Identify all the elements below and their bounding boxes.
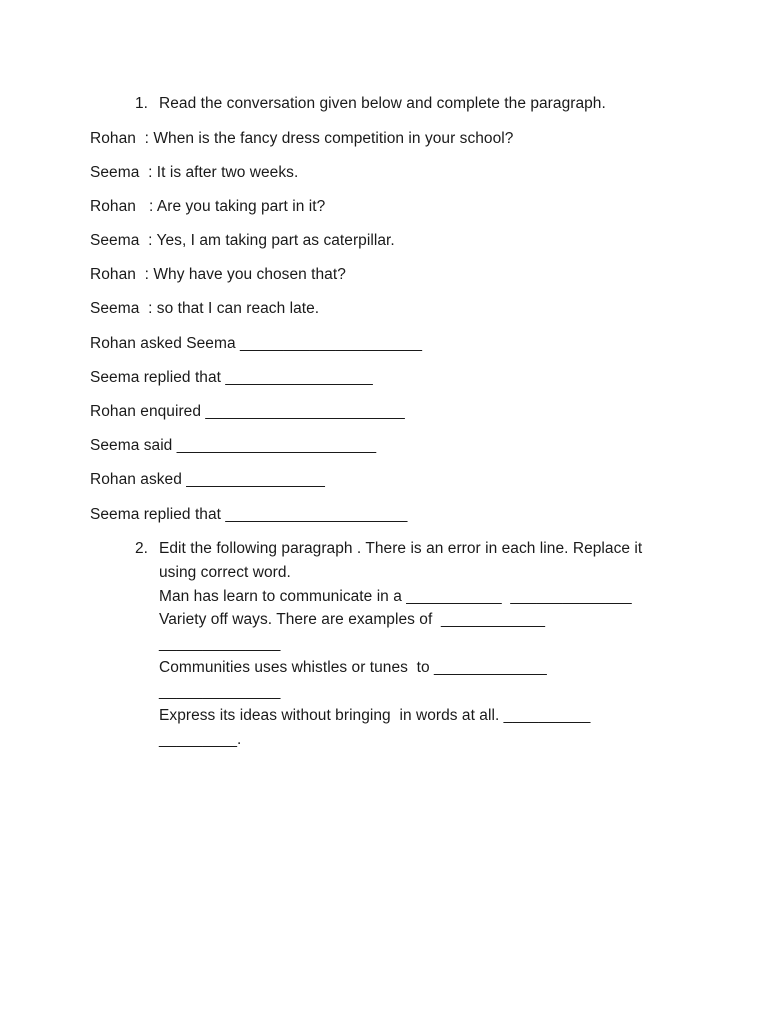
- dialogue-line: Seema : It is after two weeks.: [90, 164, 299, 181]
- edit-line-blank: ______________: [159, 683, 281, 700]
- question-1-number: 1.: [135, 95, 148, 112]
- dialogue-line: Rohan : Why have you chosen that?: [90, 266, 346, 283]
- fill-in-line: Rohan asked ________________: [90, 471, 325, 488]
- fill-in-line: Rohan asked Seema _____________________: [90, 335, 423, 352]
- dialogue-line: Seema : Yes, I am taking part as caterpillar.: [90, 232, 395, 249]
- dialogue-line: Seema : so that I can reach late.: [90, 300, 320, 317]
- dialogue-line: Rohan : When is the fancy dress competition in your school?: [90, 130, 514, 147]
- fill-in-line: Seema replied that _____________________: [90, 506, 408, 523]
- edit-line: Variety off ways. There are examples of ____________: [159, 611, 546, 628]
- edit-line-blank: ______________: [159, 635, 281, 652]
- fill-in-line: Seema replied that _________________: [90, 369, 373, 386]
- edit-line: Express its ideas without bringing in words at all. __________: [159, 707, 591, 724]
- edit-line: Man has learn to communicate in a ___________ ______________: [159, 588, 632, 605]
- edit-line: Communities uses whistles or tunes to _____________: [159, 659, 547, 676]
- question-1-instruction: Read the conversation given below and complete the paragraph.: [159, 95, 606, 112]
- question-2-instruction: Edit the following paragraph . There is an error in each line. Replace it: [159, 540, 643, 557]
- question-2-instruction-continued: using correct word.: [159, 564, 291, 581]
- question-2-number: 2.: [135, 540, 148, 557]
- edit-line-blank: _________.: [159, 731, 242, 748]
- dialogue-line: Rohan : Are you taking part in it?: [90, 198, 326, 215]
- fill-in-line: Seema said _______________________: [90, 437, 377, 454]
- fill-in-line: Rohan enquired _______________________: [90, 403, 405, 420]
